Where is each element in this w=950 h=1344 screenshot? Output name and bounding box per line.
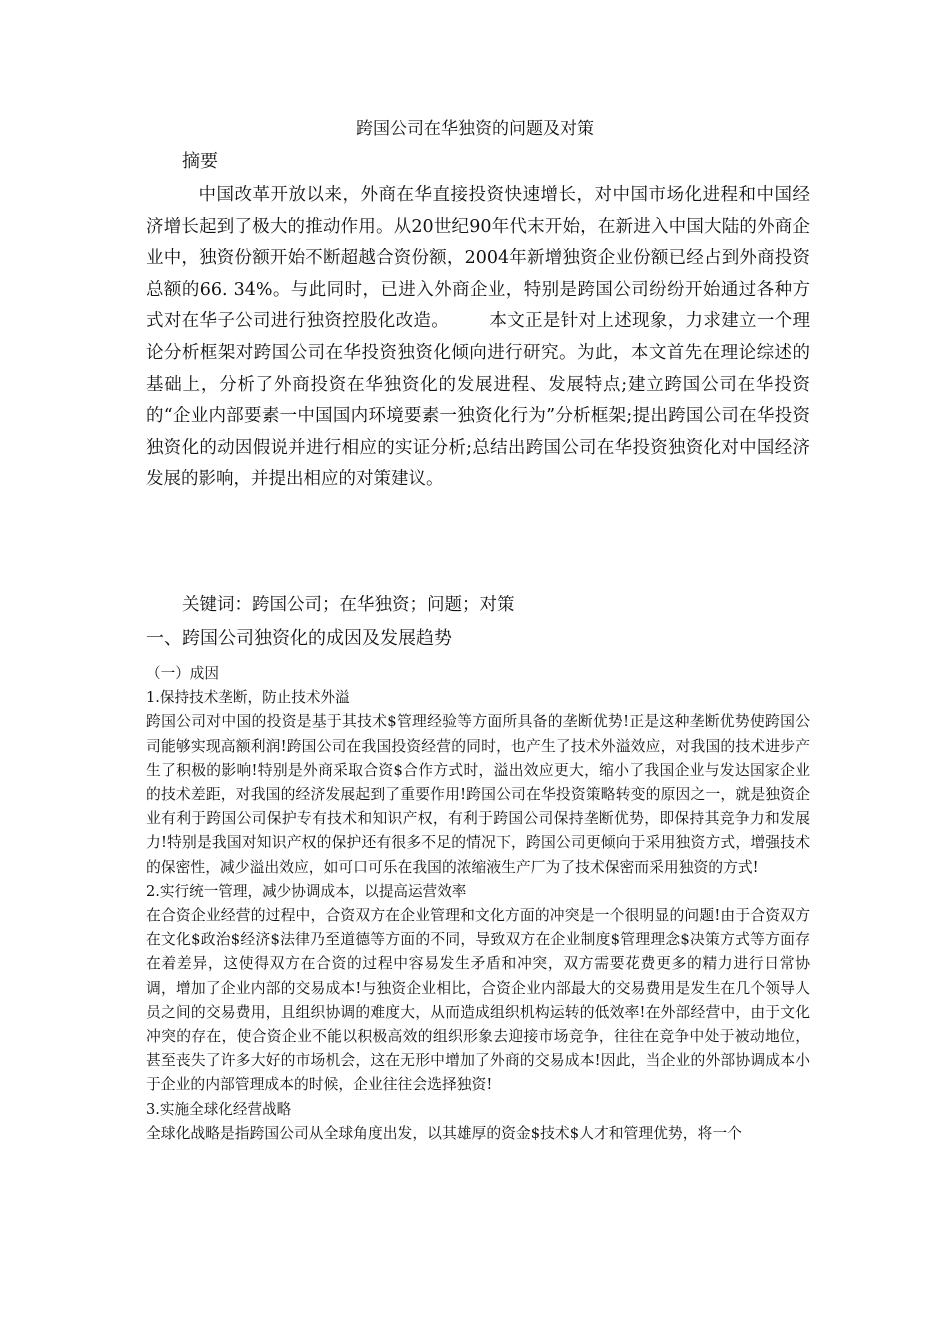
point-heading: 2.实行统一管理，减少协调成本，以提高运营效率 xyxy=(146,882,467,900)
abstract-body xyxy=(146,180,810,496)
point-heading: 1.保持技术垄断，防止技术外溢 xyxy=(146,689,350,707)
keywords-line: 关键词：跨国公司；在华独资；问题；对策 xyxy=(182,595,515,615)
abstract-paragraph-2: 本文正是针对上述现象，力求建立一个理论分析框架对跨国公司在华投资独资化倾向进行研究。为此，本文首先在理论综述的基础上，分析了外商投资在华独资化的发展进程、发展特点;建立跨国公司在华投资的“企业内部要素一中国国内环境要素一独资化行为”分析框架;提出跨国公司在华投资独资化的动因假说并进行相应的实证分析;总结出跨国公司在华投资独资化对中国经济发展的影响，并提出相应的对策建议。 xyxy=(146,311,811,490)
subsection-heading: （一）成因 xyxy=(146,665,219,682)
document-title: 跨国公司在华独资的问题及对策 xyxy=(356,119,594,139)
body-paragraph: 跨国公司对中国的投资是基于其技术$管理经验等方面所具备的垄断优势!正是这种垄断优势使跨国公司能够实现高额利润!跨国公司在我国投资经营的同时，也产生了技术外溢效应，对我国的技术进步产生了积极的影响!特别是外商采取合资$合作方式时，溢出效应更大，缩小了我国企业与发达国家企业的技术差距，对我国的经济发展起到了重要作用!跨国公司在华投资策略转变的原因之一，就是独资企业有利于跨国公司保护专有技术和知识产权，有利于跨国公司保持垄断优势，即保持其竞争力和发展力!特别是我国对知识产权的保护还有很多不足的情况下，跨国公司更倾向于采用独资方式，增强技术的保密性，减少溢出效应，如可口可乐在我国的浓缩液生产厂为了技术保密而采用独资的方式! xyxy=(146,713,810,876)
body-text xyxy=(146,662,810,1146)
point-heading: 3.实施全球化经营战略 xyxy=(146,1100,292,1118)
body-paragraph: 全球化战略是指跨国公司从全球角度出发，以其雄厚的资金$技术$人才和管理优势，将一个 xyxy=(146,1124,742,1142)
body-paragraph: 在合资企业经营的过程中，合资双方在企业管理和文化方面的冲突是一个很明显的问题!由于合资双方在文化$政治$经济$法律乃至道德等方面的不同，导致双方在企业制度$管理理念$决策方式等方面存在着差异，这使得双方在合资的过程中容易发生矛盾和冲突，双方需要花费更多的精力进行日常协调，增加了企业内部的交易成本!与独资企业相比，合资企业内部最大的交易费用是发生在几个领导人员之间的交易费用，且组织协调的难度大，从而造成组织机构运转的低效率!在外部经营中，由于文化冲突的存在，使合资企业不能以积极高效的组织形象去迎接市场竞争，往往在竞争中处于被动地位，甚至丧失了许多大好的市场机会，这在无形中增加了外商的交易成本!因此，当企业的外部协调成本小于企业的内部管理成本的时候，企业往往会选择独资! xyxy=(146,907,810,1094)
abstract-paragraph-1: 中国改革开放以来，外商在华直接投资快速增长，对中国市场化进程和中国经济增长起到了极大的推动作用。从20世纪90年代末开始，在新进入中国大陆的外商企业中，独资份额开始不断超越合资份额，2004年新增独资企业份额已经占到外商投资总额的66. 34%。与此同时，已进入外商企业，特别是跨国公司纷纷开始通过各种方式对在华子公司进行独资控股化改造。 xyxy=(146,185,810,332)
section-heading: 一、跨国公司独资化的成因及发展趋势 xyxy=(146,628,452,649)
abstract-heading: 摘要 xyxy=(182,151,218,172)
